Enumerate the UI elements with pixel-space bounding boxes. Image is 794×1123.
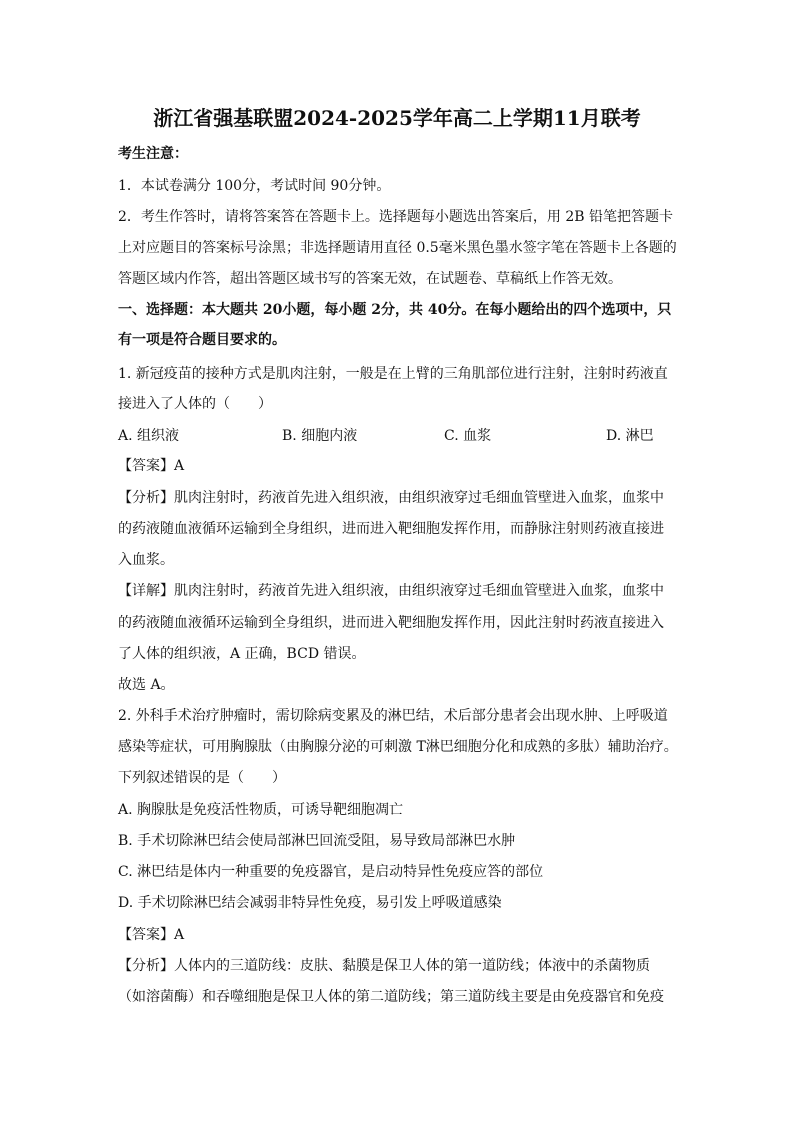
option-a: A. 胸腺肽是免疫活性物质，可诱导靶细胞凋亡: [118, 802, 404, 818]
page-title: 浙江省强基联盟2024-2025学年高二上学期11月联考: [153, 106, 641, 130]
notice-item: 上对应题目的答案标号涂黑；非选择题请用直径 0.5毫米黑色墨水签字笔在答题卡上各题的: [118, 240, 677, 256]
notice-item: 1．本试卷满分 100分，考试时间 90分钟。: [118, 178, 391, 194]
conclusion: 故选 A。: [118, 677, 175, 693]
question-stem: 接进入了人体的（ ）: [118, 396, 272, 412]
option-d: D. 淋巴: [606, 428, 654, 444]
question-stem: 1. 新冠疫苗的接种方式是肌肉注射，一般是在上臂的三角肌部位进行注射，注射时药液直: [118, 366, 668, 382]
section-heading: 一、选择题：本大题共 20小题，每小题 2分，共 40分。在每小题给出的四个选项中，只: [118, 302, 672, 318]
option-b: B. 细胞内液: [282, 428, 358, 444]
answer: 【答案】A: [118, 458, 185, 474]
question-stem: 感染等症状，可用胸腺肽（由胸腺分泌的可刺激 T淋巴细胞分化和成熟的多肽）辅助治疗。: [118, 739, 678, 755]
notice-heading: 考生注意：: [118, 146, 188, 162]
detail-text: 【详解】肌肉注射时，药液首先进入组织液，由组织液穿过毛细血管壁进入血浆，血浆中: [118, 583, 664, 599]
section-heading: 有一项是符合题目要求的。: [118, 332, 286, 348]
analysis-text: 的药液随血液循环运输到全身组织，进而进入靶细胞发挥作用，而静脉注射则药液直接进: [118, 521, 664, 537]
detail-text: 的药液随血液循环运输到全身组织，进而进入靶细胞发挥作用，因此注射时药液直接进入: [118, 615, 664, 631]
analysis-text: （如溶菌酶）和吞噬细胞是保卫人体的第二道防线；第三道防线主要是由免疫器官和免疫: [118, 989, 664, 1005]
option-c: C. 血浆: [444, 428, 492, 444]
detail-text: 了人体的组织液，A 正确，BCD 错误。: [118, 646, 366, 662]
notice-item: 2．考生作答时，请将答案答在答题卡上。选择题每小题选出答案后，用 2B 铅笔把答题卡: [118, 209, 674, 225]
analysis-text: 【分析】肌肉注射时，药液首先进入组织液，由组织液穿过毛细血管壁进入血浆，血浆中: [118, 490, 664, 506]
question-stem: 2. 外科手术治疗肿瘤时，需切除病变累及的淋巴结，术后部分患者会出现水肿、上呼吸道: [118, 708, 668, 724]
option-a: A. 组织液: [118, 428, 180, 444]
option-c: C. 淋巴结是体内一种重要的免疫器官，是启动特异性免疫应答的部位: [118, 864, 544, 880]
analysis-text: 入血浆。: [118, 552, 174, 568]
option-b: B. 手术切除淋巴结会使局部淋巴回流受阻，易导致局部淋巴水肿: [118, 833, 516, 849]
question-stem: 下列叙述错误的是（ ）: [118, 770, 286, 786]
analysis-text: 【分析】人体内的三道防线：皮肤、黏膜是保卫人体的第一道防线；体液中的杀菌物质: [118, 958, 650, 974]
option-d: D. 手术切除淋巴结会减弱非特异性免疫，易引发上呼吸道感染: [118, 895, 502, 911]
answer: 【答案】A: [118, 927, 185, 943]
notice-item: 答题区域内作答，超出答题区域书写的答案无效，在试题卷、草稿纸上作答无效。: [118, 271, 622, 287]
